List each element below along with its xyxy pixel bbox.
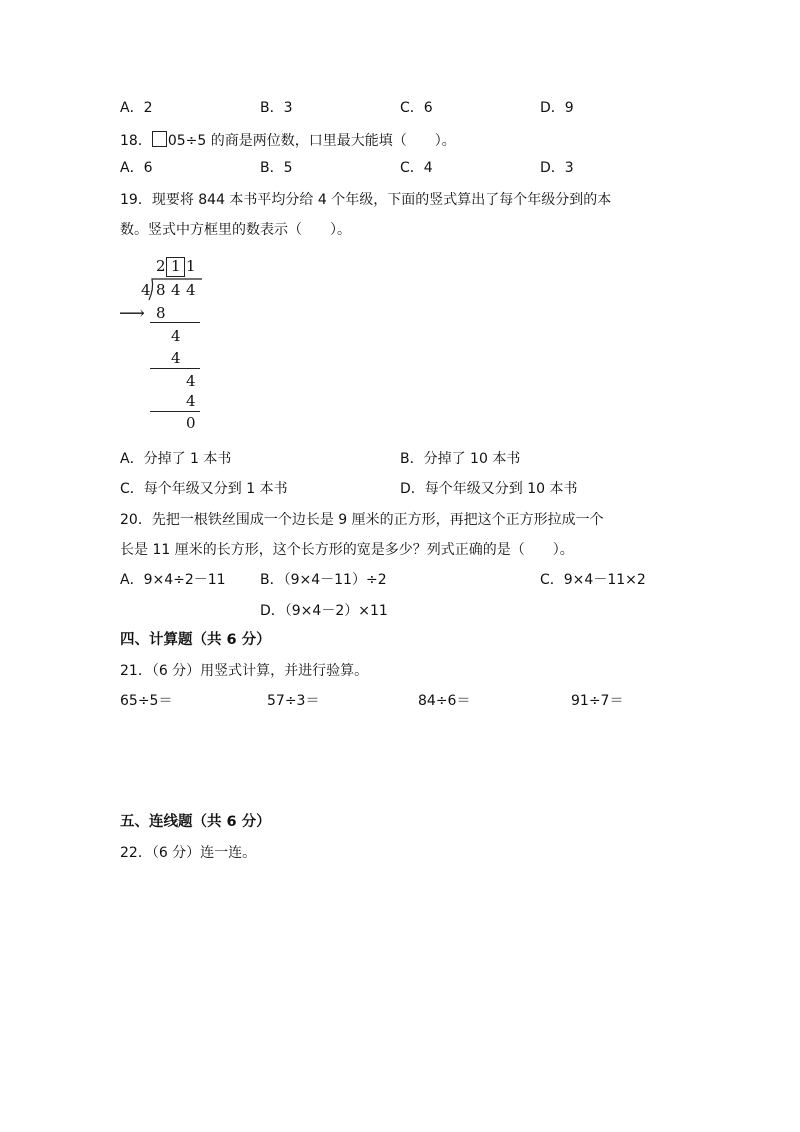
division-rule-1: [150, 322, 200, 323]
quotient-digit-3: 1: [186, 257, 196, 275]
q18-option-b: B．5: [260, 160, 293, 176]
q21-problem-3: 84÷6＝: [418, 693, 471, 709]
q18-question: [120, 131, 456, 148]
step-2: 4: [171, 327, 181, 345]
q18-option-a: A．6: [120, 160, 153, 176]
q19-line-2: 数。竖式中方框里的数表示（ ）。: [120, 222, 351, 238]
q18-option-d: D．3: [540, 160, 574, 176]
q21-problem-1: 65÷5＝: [120, 693, 173, 709]
arrow-icon: ⟶: [119, 303, 145, 324]
q20-option-b: B．（9×4－11）÷2: [260, 572, 387, 588]
division-rule-3: [150, 411, 200, 412]
q20-line-1: 20．先把一根铁丝围成一个边长是 9 厘米的正方形，再把这个正方形拉成一个: [120, 512, 604, 528]
dividend-digit-1: 8: [156, 281, 166, 299]
q19-option-c: C．每个年级又分到 1 本书: [120, 481, 288, 497]
section-5-title: 五、连线题（共 6 分）: [120, 814, 271, 830]
quotient-digit-2: 1: [171, 257, 181, 275]
q17-option-c: C．6: [400, 100, 433, 116]
q21-problem-4: 91÷7＝: [571, 693, 624, 709]
q18-text: 05÷5 的商是两位数，口里最大能填（ ）。: [167, 133, 456, 149]
dividend-digit-3: 4: [186, 281, 196, 299]
divisor: 4: [141, 281, 151, 299]
q20-option-a: A．9×4÷2－11: [120, 572, 226, 588]
step-1: 8: [156, 304, 166, 322]
highlight-box-icon: [166, 257, 185, 277]
q20-option-c: C．9×4－11×2: [540, 572, 646, 588]
blank-box-icon: [152, 131, 167, 147]
q19-line-1: 19．现要将 844 本书平均分给 4 个年级，下面的竖式算出了每个年级分到的本: [120, 192, 612, 208]
q18-number: 18．: [120, 133, 152, 149]
q18-option-c: C．4: [400, 160, 433, 176]
step-3: 4: [171, 349, 181, 367]
q22-question: 22．（6 分）连一连。: [120, 845, 257, 861]
q17-option-b: B．3: [260, 100, 293, 116]
step-5: 4: [186, 392, 196, 410]
q19-option-b: B．分掉了 10 本书: [400, 451, 521, 467]
q21-problem-2: 57÷3＝: [267, 693, 320, 709]
step-4: 4: [186, 372, 196, 390]
dividend-digit-2: 4: [171, 281, 181, 299]
q19-option-d: D．每个年级又分到 10 本书: [400, 481, 578, 497]
q17-option-a: A．2: [120, 100, 153, 116]
q21-question: 21．（6 分）用竖式计算，并进行验算。: [120, 663, 369, 679]
quotient-digit-1: 2: [156, 257, 166, 275]
q20-option-d: D．（9×4－2）×11: [260, 603, 388, 619]
division-rule-2: [150, 368, 200, 369]
q19-option-a: A．分掉了 1 本书: [120, 451, 232, 467]
section-4-title: 四、计算题（共 6 分）: [120, 632, 271, 648]
step-6: 0: [186, 414, 196, 432]
q20-line-2: 长是 11 厘米的长方形，这个长方形的宽是多少？列式正确的是（ ）。: [120, 542, 574, 558]
q17-option-d: D．9: [540, 100, 574, 116]
